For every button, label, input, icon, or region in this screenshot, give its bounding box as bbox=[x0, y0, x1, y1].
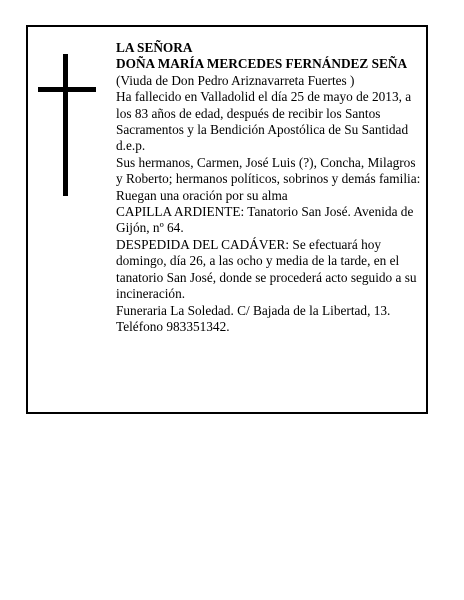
deceased-name: DOÑA MARÍA MERCEDES FERNÁNDEZ SEÑA bbox=[116, 56, 408, 72]
obituary-notice bbox=[26, 25, 428, 414]
rip-abbreviation: d.e.p. bbox=[116, 138, 146, 154]
chapel-info: CAPILLA ARDIENTE: Tanatorio San José. Avenida de Gijón, nº 64. bbox=[116, 204, 414, 236]
notice-text-block bbox=[116, 40, 422, 335]
farewell-info: DESPEDIDA DEL CADÁVER: Se efectuará hoy domingo, día 26, a las ocho y media de la tarde, en el tanatorio San José, donde se procederá acto seguido a su incineración. bbox=[116, 236, 417, 302]
notice-title: LA SEÑORA bbox=[116, 40, 193, 55]
widow-subtitle: (Viuda de Don Pedro Ariznavarreta Fuertes ) bbox=[116, 72, 355, 88]
prayer-request: Ruegan una oración por su alma bbox=[116, 187, 288, 203]
death-announcement: Ha fallecido en Valladolid el día 25 de mayo de 2013, a los 83 años de edad, después de recibir los Santos Sacramentos y la Bendición Apostólica de Su Santidad bbox=[116, 89, 412, 138]
cross-vertical-bar bbox=[63, 54, 68, 196]
cross-horizontal-bar bbox=[38, 87, 96, 92]
funeral-home-info: Funeraria La Soledad. C/ Bajada de la Libertad, 13. Teléfono 983351342. bbox=[116, 302, 391, 334]
family-list: Sus hermanos, Carmen, José Luis (?), Concha, Milagros y Roberto; hermanos políticos, sobrinos y demás familia: bbox=[116, 154, 421, 187]
latin-cross-icon bbox=[38, 54, 96, 196]
